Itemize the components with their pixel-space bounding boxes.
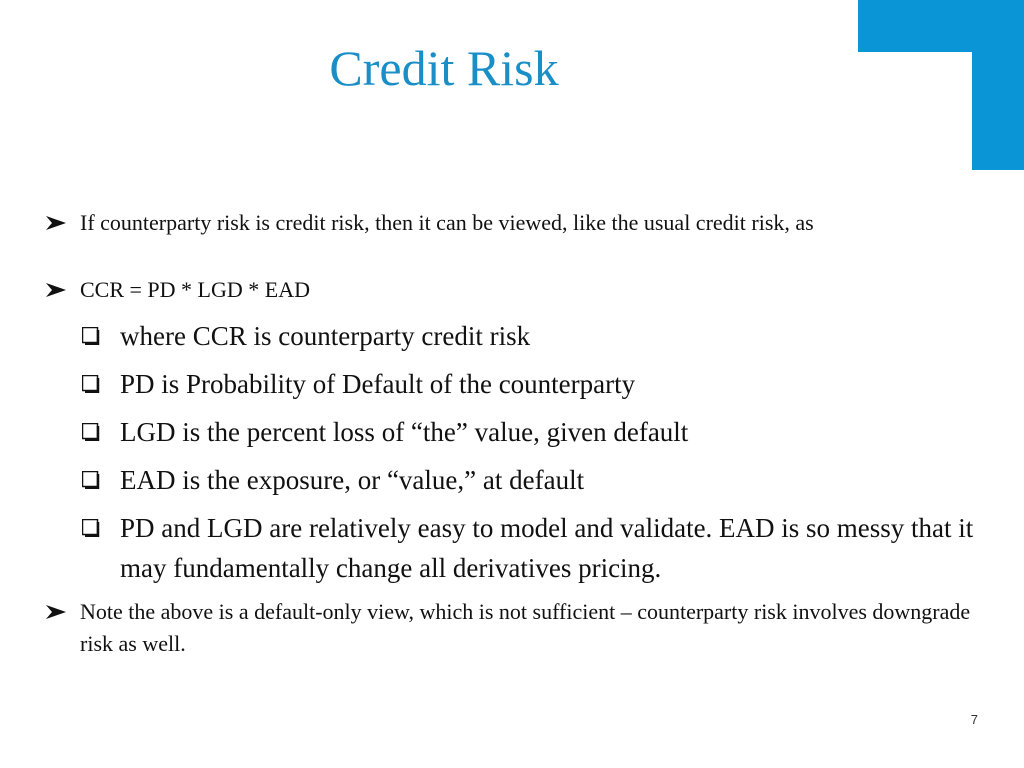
checkbox-bullet-icon	[82, 423, 101, 441]
bullet-item	[46, 207, 976, 239]
sub-bullet-text: PD and LGD are relatively easy to model and validate. EAD is so messy that it may fundamentally change all derivatives pricing.	[120, 513, 974, 583]
bullet-text: If counterparty risk is credit risk, then it can be viewed, like the usual credit risk, as	[80, 210, 814, 235]
sub-bullet-item	[82, 412, 982, 452]
slide-title: Credit Risk	[329, 40, 559, 96]
bullet-item	[46, 596, 976, 660]
sub-bullet-text: LGD is the percent loss of “the” value, given default	[120, 417, 689, 447]
arrow-bullet-icon	[46, 274, 68, 297]
sub-bullet-item	[82, 364, 982, 404]
sub-bullet-item	[82, 316, 982, 356]
checkbox-bullet-icon	[82, 519, 101, 537]
checkbox-bullet-icon	[82, 375, 101, 393]
sub-bullet-item	[82, 460, 982, 500]
sub-bullet-text: EAD is the exposure, or “value,” at default	[120, 465, 585, 495]
sub-bullet-item	[82, 508, 982, 588]
sub-bullet-text: where CCR is counterparty credit risk	[120, 321, 531, 351]
sub-bullet-text: PD is Probability of Default of the counterparty	[120, 369, 636, 399]
corner-accent-side	[972, 52, 1024, 170]
page-number: 7	[970, 712, 978, 727]
checkbox-bullet-icon	[82, 327, 101, 345]
bullet-text: Note the above is a default-only view, which is not sufficient – counterparty risk involves downgrade risk as well.	[80, 599, 971, 656]
bullet-text: CCR = PD * LGD * EAD	[80, 277, 310, 302]
arrow-bullet-icon	[46, 207, 68, 230]
checkbox-bullet-icon	[82, 471, 101, 489]
arrow-bullet-icon	[46, 596, 68, 619]
bullet-item	[46, 274, 976, 306]
